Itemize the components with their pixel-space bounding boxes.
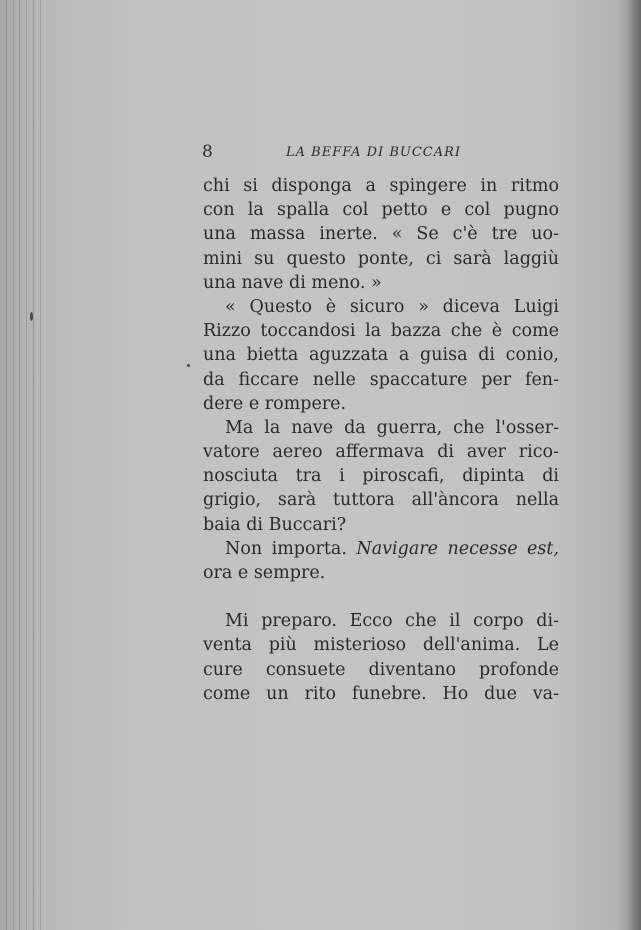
paragraph [203,416,559,537]
text-line: come un rito funebre. Ho due va- [203,683,559,704]
text-line: una massa inerte. « Se c'è tre uo- [203,224,559,245]
page-edge [13,0,14,930]
text-line: mini su questo ponte, ci sarà laggiù [203,248,559,269]
text-line: Ma la nave da guerra, che l'osser- [225,417,559,438]
text-line: baia di Buccari? [203,514,347,535]
text-line: « Questo è sicuro » diceva Luigi [225,296,559,317]
text-line: venta più misterioso dell'anima. Le [203,635,559,656]
binding-shadow [627,0,641,930]
text-line: chi si disponga a spingere in ritmo [203,176,559,196]
text-line: Rizzo toccandosi la bazza che è come [203,321,559,342]
text-line: una nave di meno. » [203,272,382,293]
text-line: da ficcare nelle spaccature per fen- [203,369,559,390]
paragraph [203,609,559,706]
page-number: 8 [202,142,213,162]
text-line: cure consuete diventano profonde [203,659,559,680]
italic-phrase: Navigare necesse est, [356,538,559,559]
text-line: nosciuta tra i piroscafi, dipinta di [203,466,559,487]
paragraph [203,295,559,416]
paragraph [203,174,559,295]
text-line: una bietta aguzzata a guisa di conio, [203,345,559,366]
page-edge [26,0,27,930]
page-edge [40,0,41,930]
running-head: LA BEFFA DI BUCCARI [286,145,462,160]
page-edge [6,0,7,930]
paragraph [203,537,559,585]
text-line: Mi preparo. Ecco che il corpo di- [225,611,559,632]
page-header [202,142,558,164]
page-edge [19,0,20,930]
text-line: dere e rompere. [203,393,347,414]
text-line: con la spalla col petto e col pugno [203,200,559,221]
text-line: ora e sempre. [203,563,326,583]
ink-speck [30,312,33,321]
text-line: grigio, sarà tuttora all'àncora nella [203,490,559,511]
text-line [203,537,559,561]
text-line: vatore aereo affermava di aver rico- [203,442,559,463]
plain-text: Non importa. [225,538,357,559]
body-text [203,174,559,706]
page-edge [33,0,34,930]
ink-speck [187,364,190,367]
section-gap [203,585,559,609]
